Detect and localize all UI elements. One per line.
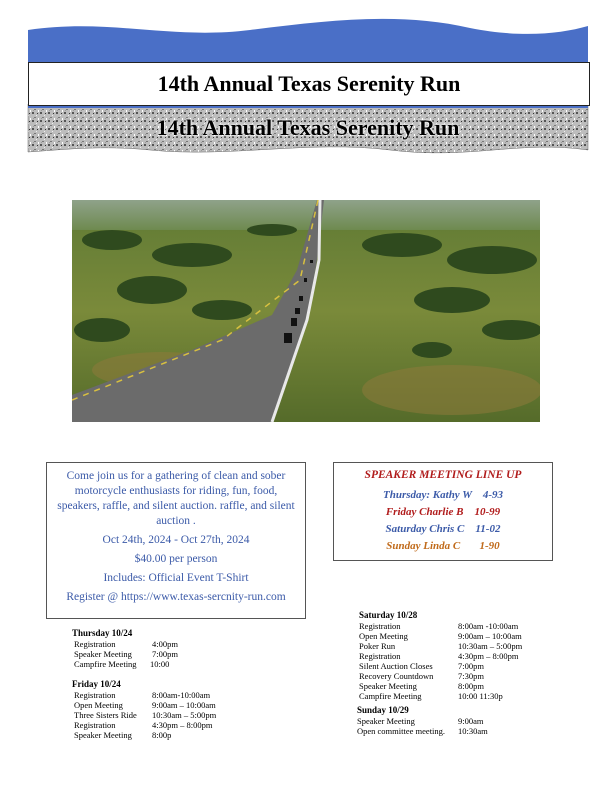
event-includes: Includes: Official Event T-Shirt [103, 572, 249, 584]
time: 10:00 11:30p [458, 691, 503, 701]
day-heading: Thursday 10/24 [72, 628, 133, 638]
blue-wave [28, 19, 588, 62]
schedule-row [72, 639, 232, 649]
speaker-saturday: Saturday Chris C 11-02 [385, 523, 501, 535]
time: 7:30pm [458, 671, 484, 681]
speaker-thursday: Thursday: Kathy W 4-93 [382, 489, 503, 501]
activity: Speaker Meeting [74, 649, 132, 659]
time: 10:30am – 5:00pm [152, 710, 217, 720]
event-title-shadow: 14th Annual Texas Serenity Run [156, 115, 460, 140]
schedule-row [359, 621, 559, 631]
activity: Speaker Meeting [357, 716, 415, 726]
activity: Speaker Meeting [74, 730, 132, 740]
time: 9:00am [458, 716, 484, 726]
time: 7:00pm [152, 649, 178, 659]
schedule-row [72, 720, 242, 730]
road-photo [72, 200, 540, 422]
activity: Open Meeting [74, 700, 123, 710]
activity: Open Meeting [359, 631, 408, 641]
activity: Speaker Meeting [359, 681, 417, 691]
thursday-schedule [72, 628, 232, 669]
schedule-row [359, 631, 559, 641]
event-title: 14th Annual Texas Serenity Run [28, 62, 590, 106]
activity: Registration [74, 720, 116, 730]
speaker-sunday: Sunday Linda C 1-90 [386, 540, 500, 552]
time: 9:00am – 10:00am [152, 700, 216, 710]
day-heading: Friday 10/24 [72, 679, 121, 689]
day-heading: Sunday 10/29 [357, 705, 409, 715]
time: 4:30pm – 8:00pm [152, 720, 213, 730]
time: 4:30pm – 8:00pm [458, 651, 519, 661]
schedule-row [72, 710, 242, 720]
schedule-row [359, 681, 559, 691]
schedule-row [359, 691, 559, 701]
schedule-row [359, 661, 559, 671]
schedule-row [357, 726, 567, 736]
speaker-lineup-box [333, 462, 553, 561]
activity: Registration [359, 621, 401, 631]
time: 10:00 [150, 659, 170, 669]
activity: Silent Auction Closes [359, 661, 433, 671]
event-info-box [46, 462, 306, 619]
time: 10:30am [458, 726, 488, 736]
time: 4:00pm [152, 639, 178, 649]
register-link[interactable]: Register @ https://www.texas-sercnity-run.com [66, 591, 286, 603]
sunday-schedule [357, 705, 567, 736]
speaker-friday: Friday Charlie B 10-99 [385, 506, 501, 518]
activity: Registration [74, 690, 116, 700]
saturday-schedule [359, 610, 559, 701]
time: 10:30am – 5:00pm [458, 641, 523, 651]
event-price: $40.00 per person [134, 553, 218, 565]
activity: Poker Run [359, 641, 396, 651]
activity: Registration [359, 651, 401, 661]
schedule-row [72, 649, 232, 659]
time: 7:00pm [458, 661, 484, 671]
schedule-row [72, 690, 242, 700]
activity: Campfire Meeting [74, 659, 137, 669]
day-heading: Saturday 10/28 [359, 610, 418, 620]
schedule-row [72, 730, 242, 740]
schedule-row [72, 659, 232, 669]
friday-schedule [72, 679, 242, 740]
schedule-row [72, 700, 242, 710]
schedule-row [357, 716, 567, 726]
schedule-row [359, 671, 559, 681]
activity: Campfire Meeting [359, 691, 422, 701]
activity: Recovery Countdown [359, 671, 434, 681]
time: 8:00p [152, 730, 172, 740]
schedule-row [359, 641, 559, 651]
time: 8:00am-10:00am [152, 690, 211, 700]
event-dates: Oct 24th, 2024 - Oct 27th, 2024 [102, 534, 250, 546]
speaker-lineup-title: SPEAKER MEETING LINE UP [364, 469, 522, 481]
schedule-row [359, 651, 559, 661]
time: 8:00am -10:00am [458, 621, 519, 631]
time: 9:00am – 10:00am [458, 631, 522, 641]
activity: Open committee meeting. [357, 726, 446, 736]
activity: Three Sisters Ride [74, 710, 137, 720]
event-intro: Come join us for a gathering of clean and sober motorcycle enthusiasts for riding, fun, food, speakers, raffle, and silent auction. raffle, and silent auction . [57, 470, 295, 527]
activity: Registration [74, 639, 116, 649]
time: 8:00pm [458, 681, 484, 691]
